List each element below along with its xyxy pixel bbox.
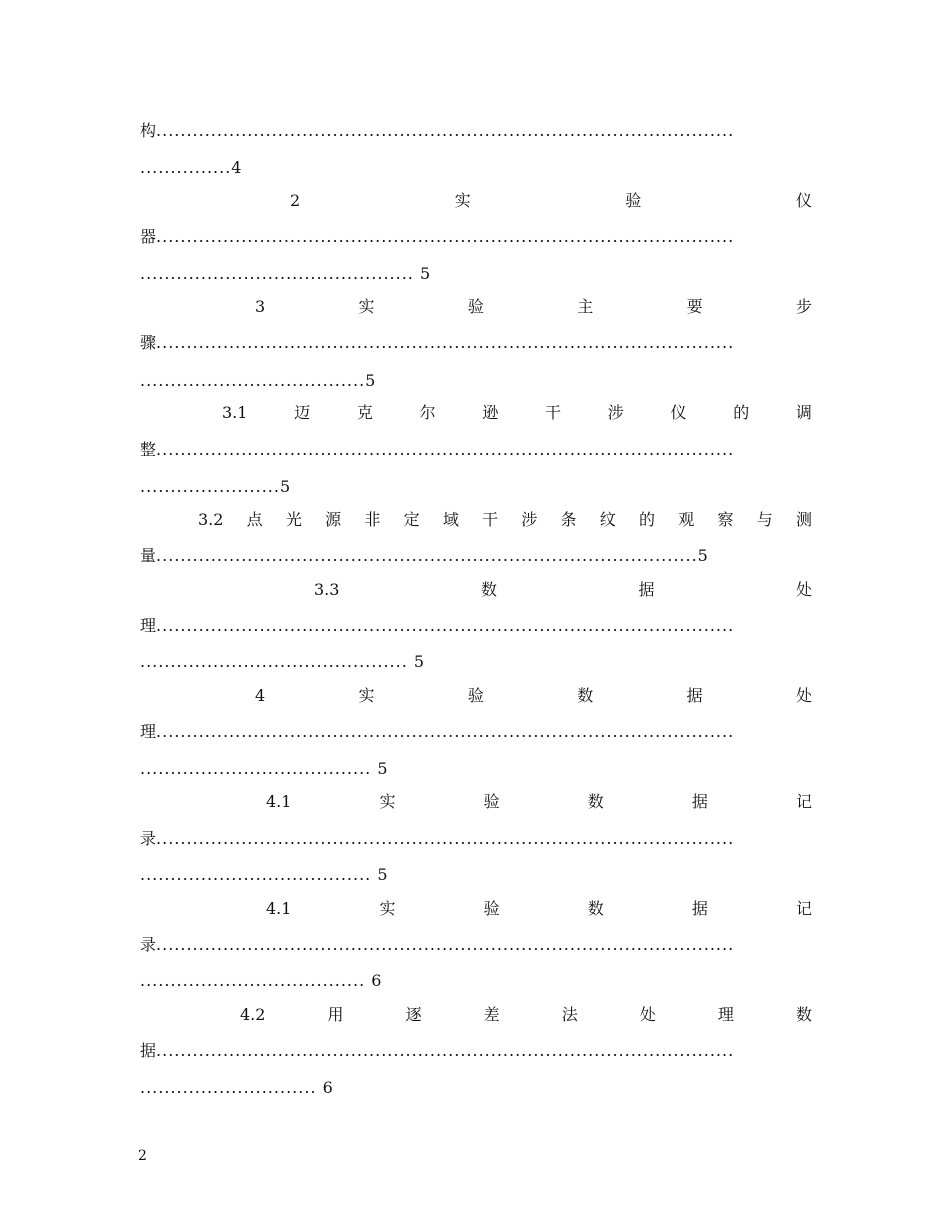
toc-leader-continuation: .......................5 <box>140 477 292 496</box>
toc-leader-continuation: ............................................ 5 <box>140 652 426 671</box>
toc-leader-continuation: ...................................... 5 <box>140 759 389 778</box>
toc-entry-title-end: 量 <box>140 546 157 565</box>
toc-heading-word: 源 <box>325 510 342 529</box>
toc-heading-word: 的 <box>639 510 656 529</box>
toc-heading-word: 观 <box>678 510 695 529</box>
toc-entry-leader <box>140 223 812 251</box>
toc-heading-word: 数 <box>795 1005 812 1024</box>
toc-leader-dots: ............................................................................................... <box>156 722 735 741</box>
toc-leader-continuation: ............................. 6 <box>140 1078 334 1097</box>
toc-heading-word: 干 <box>482 510 499 529</box>
toc-leader-continuation: ............................................. 5 <box>140 264 432 283</box>
toc-entry-title-end: 整 <box>140 440 157 459</box>
toc-heading-word: 处 <box>795 580 812 599</box>
toc-leader-continuation: ..................................... 6 <box>140 971 383 990</box>
toc-heading-word: 仪 <box>670 403 687 422</box>
toc-entry-title-end: 录 <box>140 935 157 954</box>
toc-entry-title-end: 器 <box>140 227 157 246</box>
toc-leader-continuation: ...................................... 5 <box>140 865 389 884</box>
toc-heading-word: 迈 <box>294 403 311 422</box>
toc-entry-heading <box>266 895 812 923</box>
toc-heading-word: 定 <box>403 510 420 529</box>
toc-entry-leader <box>140 825 812 853</box>
toc-leader-dots: ............................................................................................... <box>156 121 735 140</box>
toc-entry-leader <box>140 931 812 959</box>
toc-heading-word: 要 <box>686 297 703 316</box>
toc-heading-word: 实 <box>379 792 396 811</box>
toc-heading-word: 数 <box>587 792 604 811</box>
toc-heading-word: 差 <box>483 1005 500 1024</box>
toc-heading-word: 的 <box>733 403 750 422</box>
toc-heading-word: 察 <box>717 510 734 529</box>
page-number: 2 <box>138 1148 147 1164</box>
toc-heading-word: 实 <box>454 191 471 210</box>
toc-heading-word: 4.1 <box>266 899 292 918</box>
toc-heading-word: 据 <box>638 580 655 599</box>
toc-heading-word: 实 <box>379 899 396 918</box>
toc-heading-word: 非 <box>364 510 381 529</box>
toc-heading-word: 验 <box>467 686 484 705</box>
toc-heading-word: 3.1 <box>222 403 248 422</box>
toc-heading-word: 据 <box>691 792 708 811</box>
toc-entry-title-end: 理 <box>140 616 157 635</box>
toc-heading-word: 记 <box>795 792 812 811</box>
toc-heading-word: 3 <box>255 297 266 316</box>
toc-entry-leader <box>140 612 812 640</box>
toc-entry-leader <box>140 718 812 746</box>
toc-heading-word: 3.3 <box>314 580 340 599</box>
toc-heading-word: 验 <box>483 792 500 811</box>
toc-heading-word: 4.1 <box>266 792 292 811</box>
toc-heading-word: 2 <box>290 191 301 210</box>
toc-entry-title-end: 构 <box>140 121 157 140</box>
toc-heading-word: 测 <box>795 510 812 529</box>
toc-heading-word: 调 <box>795 403 812 422</box>
toc-heading-word: 4 <box>255 686 266 705</box>
toc-entry-leader <box>140 329 812 357</box>
toc-heading-word: 与 <box>756 510 773 529</box>
toc-heading-word: 数 <box>480 580 497 599</box>
toc-heading-word: 实 <box>358 297 375 316</box>
toc-heading-word: 用 <box>327 1005 344 1024</box>
toc-entry-title-end: 据 <box>140 1041 157 1060</box>
toc-entry-heading <box>240 1001 812 1029</box>
toc-heading-word: 处 <box>795 686 812 705</box>
toc-leader-dots: ............................................................................................... <box>156 829 735 848</box>
toc-leader-dots: ............................................................................................... <box>156 616 735 635</box>
toc-heading-word: 逐 <box>405 1005 422 1024</box>
toc-entry-heading <box>198 506 812 534</box>
toc-leader-dots: ............................................................................................... <box>156 440 735 459</box>
toc-heading-word: 验 <box>467 297 484 316</box>
toc-heading-word: 条 <box>560 510 577 529</box>
toc-heading-word: 实 <box>358 686 375 705</box>
toc-entry-leader <box>140 117 812 145</box>
toc-heading-word: 域 <box>442 510 459 529</box>
toc-heading-word: 3.2 <box>198 510 224 529</box>
toc-heading-word: 验 <box>625 191 642 210</box>
toc-leader-continuation: ...............4 <box>140 158 243 177</box>
toc-heading-word: 据 <box>691 899 708 918</box>
toc-entry-heading <box>290 187 812 215</box>
toc-leader-continuation: .....................................5 <box>140 371 377 390</box>
toc-heading-word: 主 <box>577 297 594 316</box>
toc-leader-dots: ............................................................................................... <box>156 935 735 954</box>
toc-leader-dots: ............................................................................................... <box>156 1041 735 1060</box>
toc-entry-title-end: 理 <box>140 722 157 741</box>
toc-heading-word: 纹 <box>599 510 616 529</box>
toc-entry-heading <box>255 293 812 321</box>
toc-heading-word: 记 <box>795 899 812 918</box>
toc-entry-leader <box>140 436 812 464</box>
toc-heading-word: 处 <box>639 1005 656 1024</box>
toc-entry-title-end: 骤 <box>140 333 157 352</box>
toc-entry-heading <box>255 682 812 710</box>
toc-heading-word: 光 <box>285 510 302 529</box>
toc-entry-heading <box>266 788 812 816</box>
toc-entry-leader <box>140 1037 812 1065</box>
toc-heading-word: 涉 <box>607 403 624 422</box>
toc-entry-title-end: 录 <box>140 829 157 848</box>
toc-heading-word: 法 <box>561 1005 578 1024</box>
toc-heading-word: 尔 <box>419 403 436 422</box>
toc-entry-leader <box>140 542 812 570</box>
toc-heading-word: 步 <box>795 297 812 316</box>
toc-leader-dots: ............................................................................................... <box>156 333 735 352</box>
toc-heading-word: 数 <box>587 899 604 918</box>
toc-heading-word: 数 <box>577 686 594 705</box>
toc-entry-heading <box>222 399 812 427</box>
toc-heading-word: 涉 <box>521 510 538 529</box>
toc-leader-dots: .........................................................................................5 <box>156 546 709 565</box>
toc-heading-word: 据 <box>686 686 703 705</box>
toc-entry-heading <box>314 576 812 604</box>
toc-heading-word: 理 <box>717 1005 734 1024</box>
toc-heading-word: 点 <box>246 510 263 529</box>
toc-heading-word: 干 <box>545 403 562 422</box>
toc-heading-word: 验 <box>483 899 500 918</box>
toc-heading-word: 4.2 <box>240 1005 266 1024</box>
toc-leader-dots: ............................................................................................... <box>156 227 735 246</box>
toc-heading-word: 克 <box>356 403 373 422</box>
toc-heading-word: 逊 <box>482 403 499 422</box>
toc-heading-word: 仪 <box>795 191 812 210</box>
